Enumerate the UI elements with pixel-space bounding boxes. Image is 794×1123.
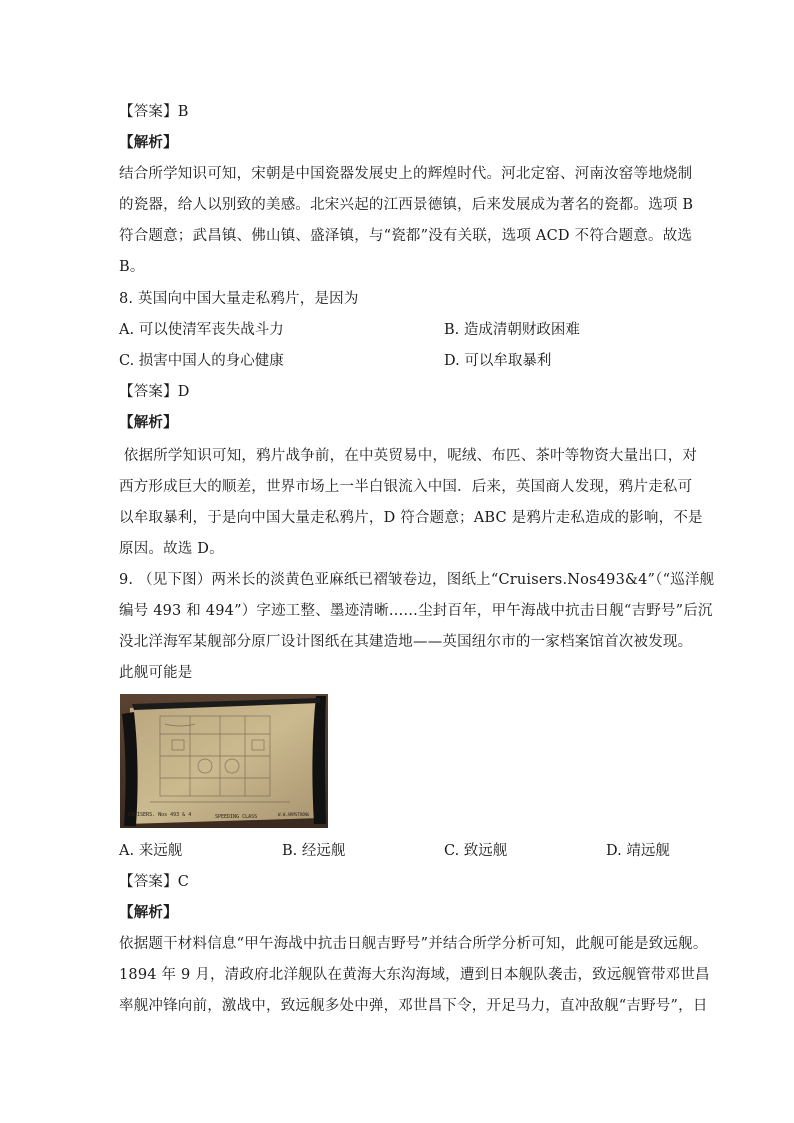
question-stem: 8. 英国向中国大量走私鸦片，是因为 [119,291,359,307]
photo-caption-left: CRUISERS. Nos 493 & 4 [128,812,192,818]
analysis-line: B。 [119,259,145,275]
option-a: A. 来远舰 [119,843,183,859]
answer-label: 【答案】D [119,384,190,400]
question-stem: 没北洋海军某舰部分原厂设计图纸在其建造地——英国纽尔市的一家档案馆首次被发现。 [119,634,693,650]
analysis-label: 【解析】 [119,134,178,151]
analysis-line: 结合所学知识可知，宋朝是中国瓷器发展史上的辉煌时代。河北定窑、河南汝窑等地烧制 [119,166,693,182]
option-b: B. 造成清朝财政困难 [444,322,580,338]
answer-label: 【答案】B [119,104,189,120]
option-c: C. 致远舰 [444,843,508,859]
analysis-line: 西方形成巨大的顺差，世界市场上一半白银流入中国．后来，英国商人发现，鸦片走私可 [119,479,693,495]
analysis-line: 率舰冲锋向前，激战中，致远舰多处中弹，邓世昌下令，开足马力，直冲敌舰“吉野号”，日 [119,998,708,1014]
option-d: D. 靖远舰 [606,843,670,859]
analysis-label: 【解析】 [119,904,178,921]
analysis-line: 1894 年 9 月，清政府北洋舰队在黄海大东沟海域，遭到日本舰队袭击，致远舰管带邓世昌 [119,967,710,983]
option-b: B. 经远舰 [282,843,346,859]
analysis-line: 依据所学知识可知，鸦片战争前，在中英贸易中，呢绒、布匹、茶叶等物资大量出口，对 [119,448,698,464]
question-stem: 此舰可能是 [119,665,193,681]
analysis-label: 【解析】 [119,414,178,431]
analysis-line: 的瓷器，给人以别致的美感。北宋兴起的江西景德镇，后来发展成为著名的瓷都。选项 B [119,197,694,213]
photo-caption-mid: SPEEDING CLASS [215,814,258,820]
option-c: C. 损害中国人的身心健康 [119,353,284,369]
analysis-line: 符合题意；武昌镇、佛山镇、盛泽镇，与“瓷都”没有关联，选项 ACD 不符合题意。故选 [119,228,693,244]
analysis-line: 依据题干材料信息“甲午海战中抗击日舰吉野号”并结合所学分析可知，此舰可能是致远舰。 [119,936,708,952]
option-d: D. 可以牟取暴利 [444,353,552,369]
question-stem: 编号 493 和 494”）字迹工整、墨迹清晰……尘封百年，甲午海战中抗击日舰“吉野号”后沉 [119,603,713,619]
analysis-line: 以牟取暴利，于是向中国大量走私鸦片，D 符合题意；ABC 是鸦片走私造成的影响，不是 [119,510,703,526]
photo-caption-right: W.W.ARMSTRONG [278,812,310,817]
question-stem: 9. （见下图）两米长的淡黄色亚麻纸已褶皱卷边，图纸上“Cruisers.Nos493&4”（“巡洋舰 [119,572,715,588]
analysis-line: 原因。故选 D。 [119,541,224,557]
option-a: A. 可以使清军丧失战斗力 [119,322,284,338]
answer-label: 【答案】C [119,874,190,890]
blueprint-photo [120,694,328,828]
